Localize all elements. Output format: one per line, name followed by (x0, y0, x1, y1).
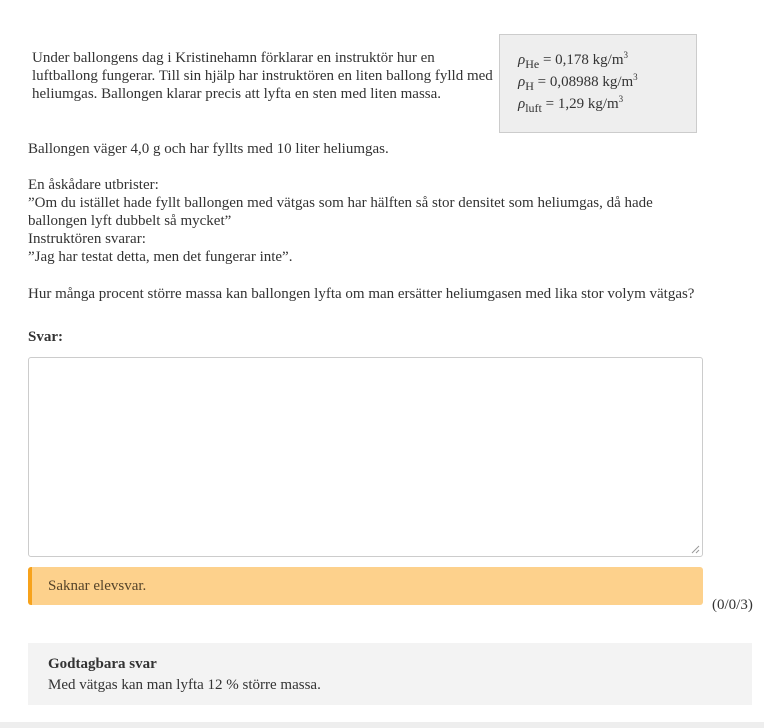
question-prompt: Hur många procent större massa kan ballongen lyfta om man ersätter heliumgasen med lika stor volym vätgas? (28, 286, 695, 302)
density-exponent: 3 (618, 94, 624, 104)
resize-handle-icon[interactable] (690, 544, 700, 554)
density-subscript: H (525, 79, 534, 93)
accepted-answers-title: Godtagbara svar (48, 656, 157, 672)
density-subscript: He (525, 57, 540, 71)
density-value: = 0,08988 kg/m (533, 74, 634, 90)
balloon-info: Ballongen väger 4,0 g och har fyllts med 10 liter heliumgas. (28, 141, 389, 157)
missing-answer-alert (28, 567, 703, 605)
density-helium (518, 49, 696, 71)
bottom-divider (0, 722, 764, 728)
answer-input[interactable] (28, 357, 703, 557)
question-intro: Under ballongens dag i Kristinehamn förklarar en instruktör hur en luftballong fungerar. Till sin hjälp har instruktören en liten ballong fylld med heliumgas. Ballongen klarar precis att lyfta en sten med liten massa. (32, 50, 493, 102)
density-table (499, 34, 697, 133)
accepted-answers-panel (28, 643, 752, 705)
rho-symbol: ρ (518, 96, 526, 112)
instructor-intro: Instruktören svarar: (28, 231, 146, 247)
density-value: = 0,178 kg/m (539, 52, 624, 68)
spectator-quote: ”Om du istället hade fyllt ballongen med vätgas som har hälften så stor densitet som heliumgas, då hade ballongen lyft dubbelt så mycket” (28, 195, 653, 229)
density-subscript: luft (525, 101, 542, 115)
density-air (518, 93, 696, 115)
instructor-quote: ”Jag har testat detta, men det fungerar inte”. (28, 249, 293, 265)
rho-symbol: ρ (518, 52, 526, 68)
spectator-intro: En åskådare utbrister: (28, 177, 159, 193)
density-hydrogen (518, 71, 696, 93)
density-value: = 1,29 kg/m (541, 96, 619, 112)
density-exponent: 3 (633, 72, 638, 82)
accepted-answers-text: Med vätgas kan man lyfta 12 % större massa. (48, 677, 321, 693)
density-exponent: 3 (623, 50, 628, 60)
answer-label: Svar: (28, 329, 63, 345)
dialogue (28, 176, 708, 266)
rho-symbol: ρ (518, 74, 526, 90)
score-badge: (0/0/3) (712, 597, 753, 613)
alert-message: Saknar elevsvar. (48, 578, 147, 594)
